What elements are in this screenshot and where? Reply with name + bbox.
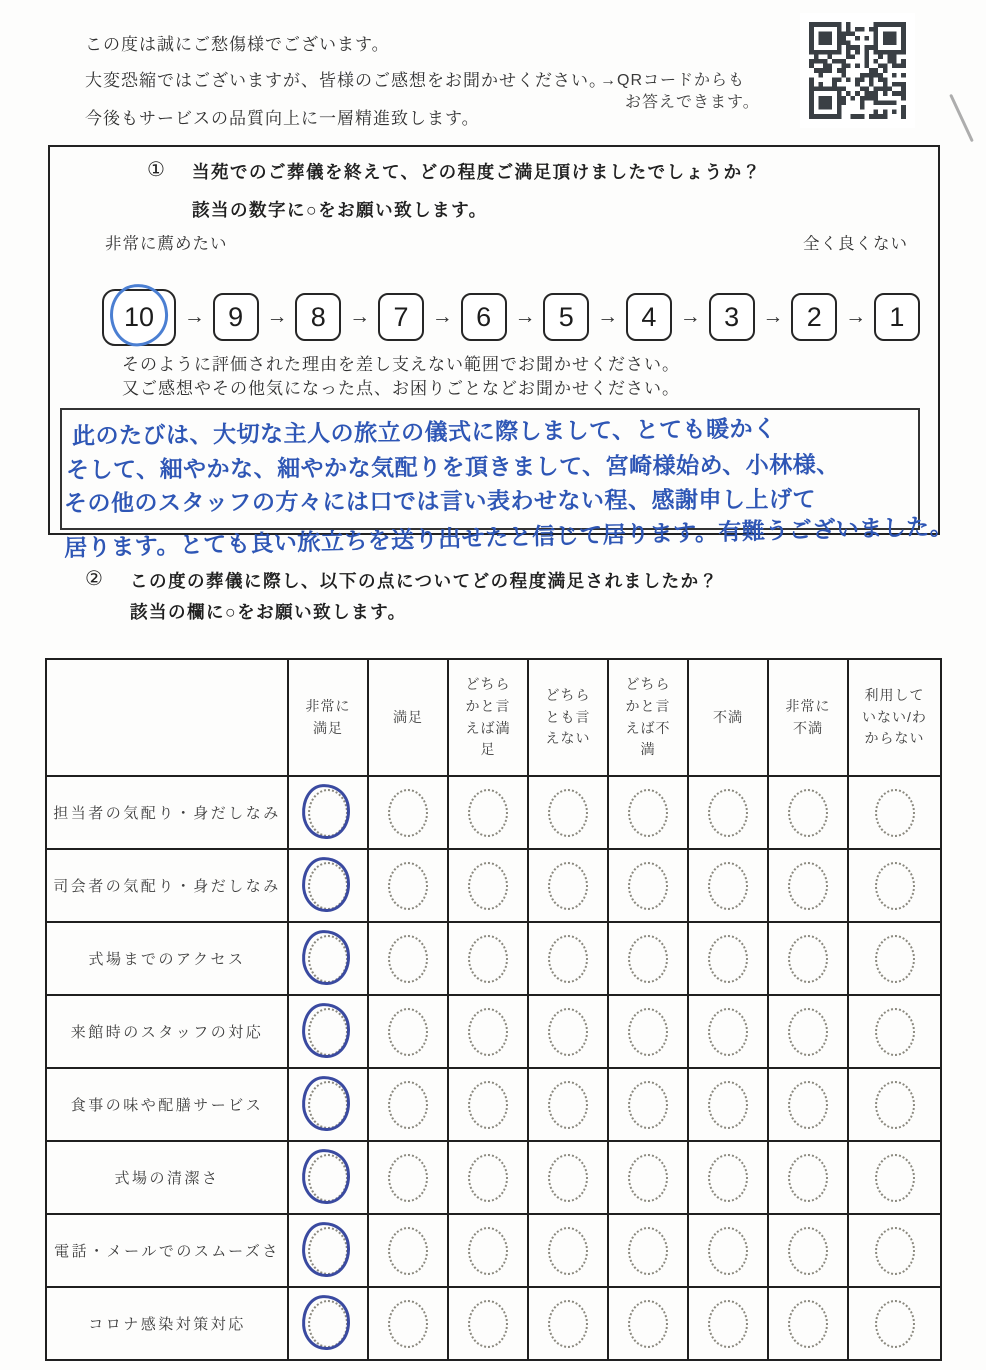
- column-header: 非常に満足: [288, 659, 368, 776]
- rating-cell[interactable]: [768, 922, 848, 995]
- rating-circle: [788, 1227, 828, 1275]
- rating-cell[interactable]: [768, 1214, 848, 1287]
- rating-cell[interactable]: [528, 849, 608, 922]
- rating-cell[interactable]: [848, 995, 941, 1068]
- scale-option-7[interactable]: [378, 293, 424, 341]
- rating-circle: [708, 1081, 748, 1129]
- table-row: [46, 849, 941, 922]
- arrow-icon: →: [597, 305, 619, 328]
- handwritten-selection-circle: [300, 1147, 352, 1205]
- rating-cell[interactable]: [528, 922, 608, 995]
- arrow-icon: →: [349, 305, 371, 328]
- arrow-icon: →: [431, 305, 453, 328]
- column-header: 非常に不満: [768, 659, 848, 776]
- rating-circle: [875, 1154, 915, 1202]
- handwritten-line-2: そして、細やかな、細やかな気配りを頂きまして、宮崎様始め、小林様、: [65, 451, 840, 483]
- rating-cell[interactable]: [608, 1287, 688, 1360]
- rating-circle: [468, 862, 508, 910]
- rating-circle: [628, 1154, 668, 1202]
- rating-circle: [875, 1300, 915, 1348]
- rating-cell[interactable]: [288, 1287, 368, 1360]
- row-label: 電話・メールでのスムーズさ: [46, 1214, 288, 1287]
- question1-title: 当苑でのご葬儀を終えて、どの程度ご満足頂けましたでしょうか？: [192, 162, 762, 182]
- row-label: 担当者の気配り・身だしなみ: [46, 776, 288, 849]
- row-label: 食事の味や配膳サービス: [46, 1068, 288, 1141]
- question2-number: ②: [85, 568, 103, 590]
- arrow-icon: →: [679, 305, 701, 328]
- arrow-icon: →: [266, 305, 288, 328]
- rating-circle: [468, 1081, 508, 1129]
- handwritten-selection-circle: [300, 1074, 352, 1132]
- scale-option-1[interactable]: [874, 293, 920, 341]
- rating-circle: [788, 1081, 828, 1129]
- rating-cell[interactable]: [608, 922, 688, 995]
- rating-cell[interactable]: [528, 776, 608, 849]
- question1-number: ①: [147, 159, 165, 181]
- question1-subtitle: 該当の数字に○をお願い致します。: [192, 200, 488, 220]
- scale-option-4[interactable]: [626, 293, 672, 341]
- rating-cell[interactable]: [288, 922, 368, 995]
- rating-circle: [388, 1227, 428, 1275]
- rating-circle: [548, 789, 588, 837]
- rating-circle: [708, 789, 748, 837]
- scale-left-label: 非常に薦めたい: [105, 235, 228, 253]
- rating-cell[interactable]: [768, 1287, 848, 1360]
- rating-circle: [548, 1081, 588, 1129]
- rating-circle: [628, 789, 668, 837]
- scale-value: 7: [393, 301, 409, 332]
- rating-cell[interactable]: [848, 1214, 941, 1287]
- scale-value: 8: [310, 301, 326, 332]
- question2-title: この度の葬儀に際し、以下の点についてどの程度満足されましたか？: [130, 571, 719, 591]
- rating-circle: [388, 935, 428, 983]
- handwritten-line-1: 此のたびは、大切な主人の旅立の儀式に際しまして、とても暖かく: [71, 415, 777, 449]
- scale-option-10[interactable]: [102, 289, 176, 346]
- rating-circle: [788, 935, 828, 983]
- intro-line-1: この度は誠にご愁傷様でございます。: [85, 35, 390, 54]
- rating-circle: [628, 935, 668, 983]
- rating-cell[interactable]: [288, 1141, 368, 1214]
- intro-line-2: 大変恐縮ではございますが、皆様のご感想をお聞かせください。: [85, 71, 607, 90]
- question2-subtitle: 該当の欄に○をお願い致します。: [130, 602, 407, 622]
- rating-circle: [788, 862, 828, 910]
- table-row: [46, 776, 941, 849]
- rating-circle: [788, 789, 828, 837]
- column-header: どちらかと言えば満足: [448, 659, 528, 776]
- rating-circle: [548, 1008, 588, 1056]
- rating-cell[interactable]: [768, 995, 848, 1068]
- rating-cell[interactable]: [288, 1214, 368, 1287]
- rating-cell[interactable]: [528, 1141, 608, 1214]
- rating-circle: [708, 935, 748, 983]
- rating-circle: [708, 1154, 748, 1202]
- row-label: 来館時のスタッフの対応: [46, 995, 288, 1068]
- rating-circle: [628, 1081, 668, 1129]
- rating-circle: [388, 1008, 428, 1056]
- rating-circle: [875, 1227, 915, 1275]
- table-row: [46, 995, 941, 1068]
- rating-circle: [708, 1227, 748, 1275]
- scale-option-6[interactable]: [461, 293, 507, 341]
- rating-cell[interactable]: [608, 995, 688, 1068]
- rating-cell[interactable]: [688, 1141, 768, 1214]
- rating-cell[interactable]: [688, 1214, 768, 1287]
- column-header: どちらかと言えば不満: [608, 659, 688, 776]
- handwritten-selection-circle: [300, 855, 352, 913]
- reason-prompt-line-1: そのように評価された理由を差し支えない範囲でお聞かせください。: [122, 355, 680, 374]
- rating-circle: [388, 1081, 428, 1129]
- scale-option-2[interactable]: [791, 293, 837, 341]
- handwritten-line-3: その他のスタッフの方々には口では言い表わせない程、感謝申し上げて: [63, 486, 817, 516]
- rating-circle: [548, 1227, 588, 1275]
- rating-circle: [548, 935, 588, 983]
- rating-cell[interactable]: [288, 1068, 368, 1141]
- scale-value: 9: [228, 301, 244, 332]
- arrow-icon: →: [183, 305, 205, 328]
- rating-circle: [468, 789, 508, 837]
- qr-code-icon: [800, 13, 915, 128]
- column-header: 利用していない/わからない: [848, 659, 941, 776]
- scale-value: 5: [558, 301, 574, 332]
- scale-right-label: 全く良くない: [803, 235, 908, 253]
- row-label: 司会者の気配り・身だしなみ: [46, 849, 288, 922]
- rating-circle: [468, 1008, 508, 1056]
- rating-cell[interactable]: [368, 776, 448, 849]
- row-label: コロナ感染対策対応: [46, 1287, 288, 1360]
- table-row: [46, 922, 941, 995]
- rating-circle: [875, 862, 915, 910]
- rating-cell[interactable]: [608, 1068, 688, 1141]
- rating-circle: [468, 1300, 508, 1348]
- rating-circle: [388, 862, 428, 910]
- rating-cell[interactable]: [688, 922, 768, 995]
- rating-circle: [468, 1154, 508, 1202]
- rating-circle: [875, 1081, 915, 1129]
- rating-cell[interactable]: [288, 995, 368, 1068]
- rating-cell[interactable]: [288, 849, 368, 922]
- reason-prompt-line-2: 又ご感想やその他気になった点、お困りごとなどお聞かせください。: [122, 379, 680, 398]
- handwritten-selection-circle: [300, 1293, 352, 1351]
- intro-line-3: 今後もサービスの品質向上に一層精進致します。: [85, 109, 480, 128]
- rating-cell[interactable]: [688, 1287, 768, 1360]
- rating-cell[interactable]: [608, 849, 688, 922]
- rating-circle: [548, 1300, 588, 1348]
- row-label: 式場の清潔さ: [46, 1141, 288, 1214]
- rating-cell[interactable]: [448, 1141, 528, 1214]
- rating-circle: [628, 1227, 668, 1275]
- scale-option-9[interactable]: [213, 293, 259, 341]
- rating-circle: [548, 862, 588, 910]
- handwritten-selection-circle: [300, 782, 352, 840]
- rating-cell[interactable]: [608, 1214, 688, 1287]
- rating-cell[interactable]: [368, 995, 448, 1068]
- rating-circle: [468, 935, 508, 983]
- rating-circle: [628, 1008, 668, 1056]
- rating-cell[interactable]: [768, 776, 848, 849]
- rating-circle: [788, 1154, 828, 1202]
- rating-circle: [388, 789, 428, 837]
- column-header: 満足: [368, 659, 448, 776]
- rating-circle: [628, 1300, 668, 1348]
- rating-circle: [875, 1008, 915, 1056]
- scale-value: 2: [806, 301, 822, 332]
- rating-cell[interactable]: [528, 995, 608, 1068]
- rating-circle: [388, 1154, 428, 1202]
- column-header: 不満: [688, 659, 768, 776]
- rating-cell[interactable]: [848, 849, 941, 922]
- rating-cell[interactable]: [848, 1287, 941, 1360]
- table-row: [46, 1287, 941, 1360]
- rating-cell[interactable]: [448, 776, 528, 849]
- rating-cell[interactable]: [608, 776, 688, 849]
- satisfaction-table: [45, 658, 942, 1361]
- qr-note-line-2: お答えできます。: [625, 94, 760, 111]
- rating-cell[interactable]: [368, 1214, 448, 1287]
- scale-value: 6: [476, 301, 492, 332]
- rating-cell[interactable]: [448, 995, 528, 1068]
- rating-circle: [708, 1008, 748, 1056]
- scale-value: 3: [724, 301, 740, 332]
- rating-cell[interactable]: [688, 1068, 768, 1141]
- scale-option-5[interactable]: [543, 293, 589, 341]
- rating-circle: [788, 1008, 828, 1056]
- rating-cell[interactable]: [448, 922, 528, 995]
- rating-cell[interactable]: [528, 1068, 608, 1141]
- arrow-icon: →: [762, 305, 784, 328]
- rating-cell[interactable]: [768, 1068, 848, 1141]
- rating-cell[interactable]: [688, 995, 768, 1068]
- rating-cell[interactable]: [768, 849, 848, 922]
- rating-cell[interactable]: [608, 1141, 688, 1214]
- rating-cell[interactable]: [848, 776, 941, 849]
- rating-cell[interactable]: [368, 1141, 448, 1214]
- scale-value: 10: [123, 301, 155, 332]
- rating-cell[interactable]: [688, 776, 768, 849]
- rating-cell[interactable]: [448, 1068, 528, 1141]
- rating-cell[interactable]: [528, 1214, 608, 1287]
- rating-circle: [388, 1300, 428, 1348]
- scale-option-3[interactable]: [709, 293, 755, 341]
- rating-circle: [468, 1227, 508, 1275]
- column-header: どちらとも言えない: [528, 659, 608, 776]
- row-label: 式場までのアクセス: [46, 922, 288, 995]
- rating-circle: [548, 1154, 588, 1202]
- rating-circle: [875, 935, 915, 983]
- rating-cell[interactable]: [448, 1214, 528, 1287]
- handwritten-selection-circle: [300, 1220, 352, 1278]
- rating-cell[interactable]: [368, 922, 448, 995]
- rating-cell[interactable]: [848, 1068, 941, 1141]
- rating-cell[interactable]: [368, 1287, 448, 1360]
- scale-value: 4: [641, 301, 657, 332]
- rating-circle: [708, 862, 748, 910]
- rating-cell[interactable]: [368, 1068, 448, 1141]
- table-row: [46, 1068, 941, 1141]
- rating-cell[interactable]: [848, 1141, 941, 1214]
- rating-cell[interactable]: [848, 922, 941, 995]
- scale-value: 1: [889, 301, 905, 332]
- rating-cell[interactable]: [368, 849, 448, 922]
- arrow-icon: →: [845, 305, 867, 328]
- handwritten-selection-circle: [300, 928, 352, 986]
- rating-cell[interactable]: [768, 1141, 848, 1214]
- rating-cell[interactable]: [688, 849, 768, 922]
- criteria-header: [46, 659, 288, 776]
- handwritten-selection-circle: [300, 1001, 352, 1059]
- qr-note-line-1: →QRコードからも: [600, 72, 746, 89]
- pen-scratch-mark: [949, 94, 974, 142]
- rating-cell[interactable]: [288, 776, 368, 849]
- table-row: [46, 1214, 941, 1287]
- rating-cell[interactable]: [448, 849, 528, 922]
- scale-option-8[interactable]: [295, 293, 341, 341]
- rating-circle: [875, 789, 915, 837]
- rating-circle: [788, 1300, 828, 1348]
- table-row: [46, 1141, 941, 1214]
- rating-cell[interactable]: [528, 1287, 608, 1360]
- handwritten-line-4: 居ります。とても良い旅立ちを送り出せたと信じて居ります。有難うございました。: [63, 513, 954, 561]
- arrow-icon: →: [514, 305, 536, 328]
- rating-cell[interactable]: [448, 1287, 528, 1360]
- rating-scale: [102, 285, 920, 349]
- rating-circle: [708, 1300, 748, 1348]
- rating-circle: [628, 862, 668, 910]
